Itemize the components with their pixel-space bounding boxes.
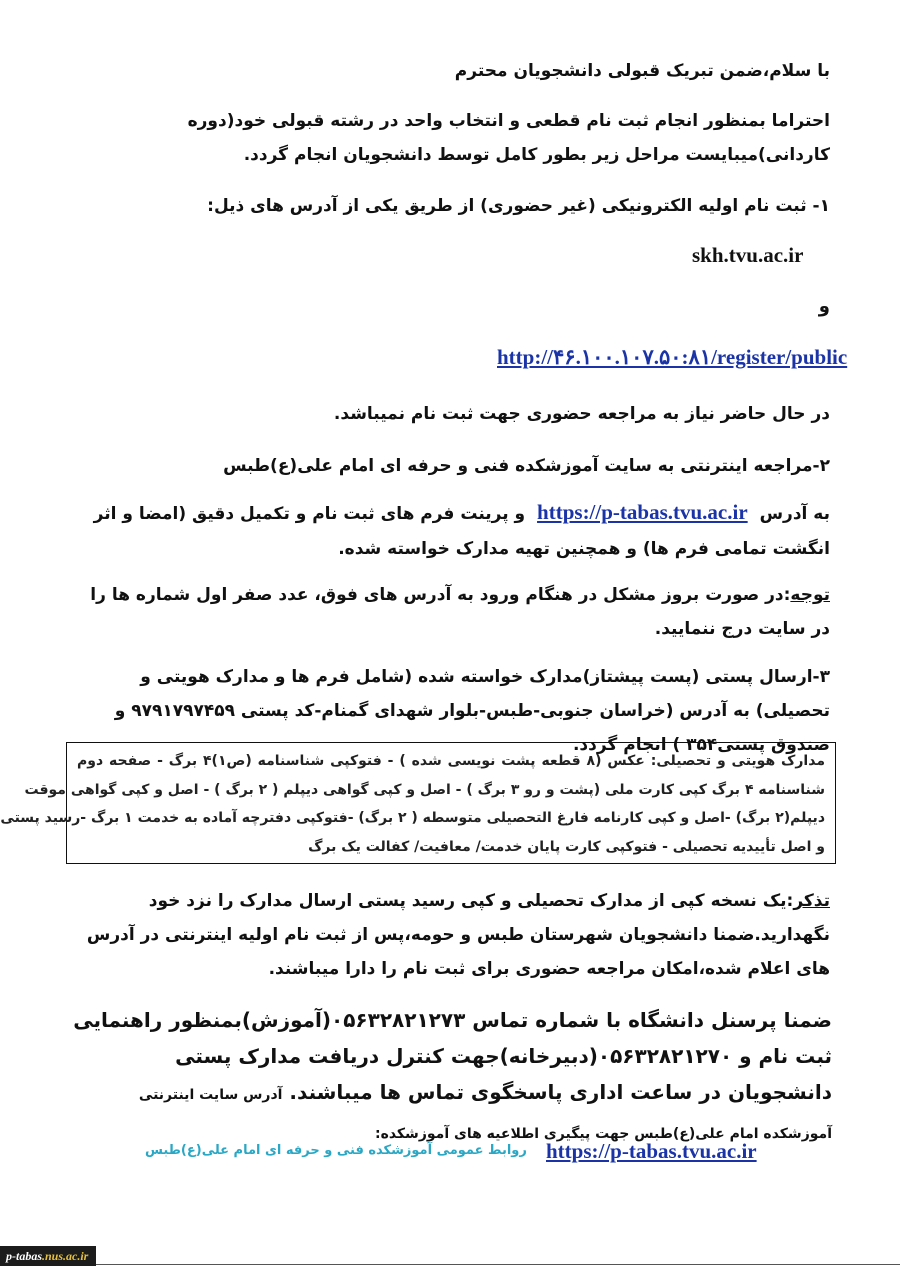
- public-relations-signature: روابط عمومی آموزشکده فنی و حرفه ای امام علی(ع)طبس: [145, 1143, 527, 1158]
- watermark-suffix: .nus.ac.ir: [42, 1249, 89, 1263]
- main-site-address: skh.tvu.ac.ir: [692, 243, 804, 267]
- step-2-after: و پرینت فرم های ثبت نام و تکمیل دقیق (امضا و اثر انگشت تمامی فرم ها) و همچنین تهیه مدارک خواسته شده.: [93, 504, 830, 559]
- watermark: [0, 1246, 96, 1266]
- reminder-text: :یک نسخه کپی از مدارک تحصیلی و کپی رسید پستی ارسال مدارک را نزد خود نگهدارید.ضمنا دانشجویان شهرستان طبس و حومه،پس از ثبت نام اولیه اینترنتی در آدرس های اعلام شده،امکان مراجعه حضوری برای ثبت نام را دارا میباشند.: [86, 891, 830, 979]
- documents-box: [0, 742, 836, 864]
- documents-line: مدارک هویتی و تحصیلی: عکس (۸ قطعه پشت نویسی شده ) - فتوکپی شناسنامه (ص۱)۴ برگ - صفحه دوم: [77, 753, 825, 769]
- documents-line: دیپلم(۲ برگ) -اصل و کپی کارنامه فارغ التحصیلی متوسطه ( ۲ برگ) -فتوکپی دفترچه آماده به خدمت ۱ برگ -رسید پستی: [0, 810, 825, 826]
- note-label: توجه: [790, 585, 830, 605]
- contact-text: ضمنا پرسنل دانشگاه با شماره تماس ۰۵۶۳۲۸۲۱۲۷۳(آموزش)بمنظور راهنمایی ثبت نام و ۰۵۶۳۲۸۲۱۲۷۰(دبیرخانه)جهت کنترل دریافت مدارک پستی دانشجویان در ساعت اداری پاسخگوی تماس ها میباشند.: [73, 1008, 832, 1104]
- currently-note: در حال حاضر نیاز به مراجعه حضوری جهت ثبت نام نمیباشد.: [333, 404, 830, 424]
- contact-site-note: آدرس سایت اینترنتی آموزشکده امام علی(ع)طبس جهت پیگیری اطلاعیه های آموزشکده:: [138, 1087, 832, 1142]
- footer-site-link[interactable]: https://p-tabas.tvu.ac.ir: [546, 1139, 757, 1163]
- footer: [0, 1139, 900, 1169]
- step-3: ۳-ارسال پستی (پست پیشتاز)مدارک خواسته شده (شامل فرم ها و مدارک هویتی و تحصیلی) به آدرس (خراسان جنوبی-طبس-بلوار شهدای گمنام-کد پستی ۹۷۹۱۷۹۷۴۵۹ و صندوق پستی۳۵۴ ) انجام گردد.: [114, 667, 830, 755]
- step-2: ۲-مراجعه اینترنتی به سایت آموزشکده فنی و حرفه ای امام علی(ع)طبس: [223, 456, 830, 476]
- p-tabas-link[interactable]: https://p-tabas.tvu.ac.ir: [537, 500, 748, 524]
- watermark-rule: [96, 1264, 900, 1265]
- documents-line: شناسنامه ۴ برگ کپی کارت ملی (پشت و رو ۳ برگ ) - اصل و کپی گواهی دیپلم ( ۲ برگ ) - اصل و کپی گواهی موقت: [24, 781, 825, 798]
- contact-paragraph: [66, 1002, 832, 1152]
- intro-paragraph: احتراما بمنظور انجام ثبت نام قطعی و انتخاب واحد در رشته قبولی خود(دوره کاردانی)میبایست مراحل زیر بطور کامل توسط دانشجویان انجام گردد.: [187, 111, 830, 165]
- greeting: با سلام،ضمن تبریک قبولی دانشجویان محترم: [454, 61, 830, 81]
- documents-line: و اصل تأییدیه تحصیلی - فتوکپی کارت پایان خدمت/ معافیت/ کفالت یک برگ: [308, 838, 825, 855]
- step-2-before: به آدرس: [759, 504, 830, 524]
- note-text: :در صورت بروز مشکل در هنگام ورود به آدرس های فوق، عدد صفر اول شماره ها را در سایت درج ننمایید.: [90, 585, 830, 639]
- and-word: و: [818, 296, 830, 317]
- note-paragraph: [68, 578, 830, 646]
- step-1: ۱- ثبت نام اولیه الکترونیکی (غیر حضوری) از طریق یکی از آدرس های ذیل:: [207, 196, 830, 216]
- reminder-label: تذکر: [793, 891, 830, 911]
- register-link[interactable]: http://۴۶.۱۰۰.۱۰۷.۵۰:۸۱/register/public: [497, 345, 848, 369]
- watermark-domain: p-tabas: [6, 1249, 42, 1263]
- step-2-detail: [68, 495, 830, 567]
- reminder-paragraph: [68, 884, 830, 986]
